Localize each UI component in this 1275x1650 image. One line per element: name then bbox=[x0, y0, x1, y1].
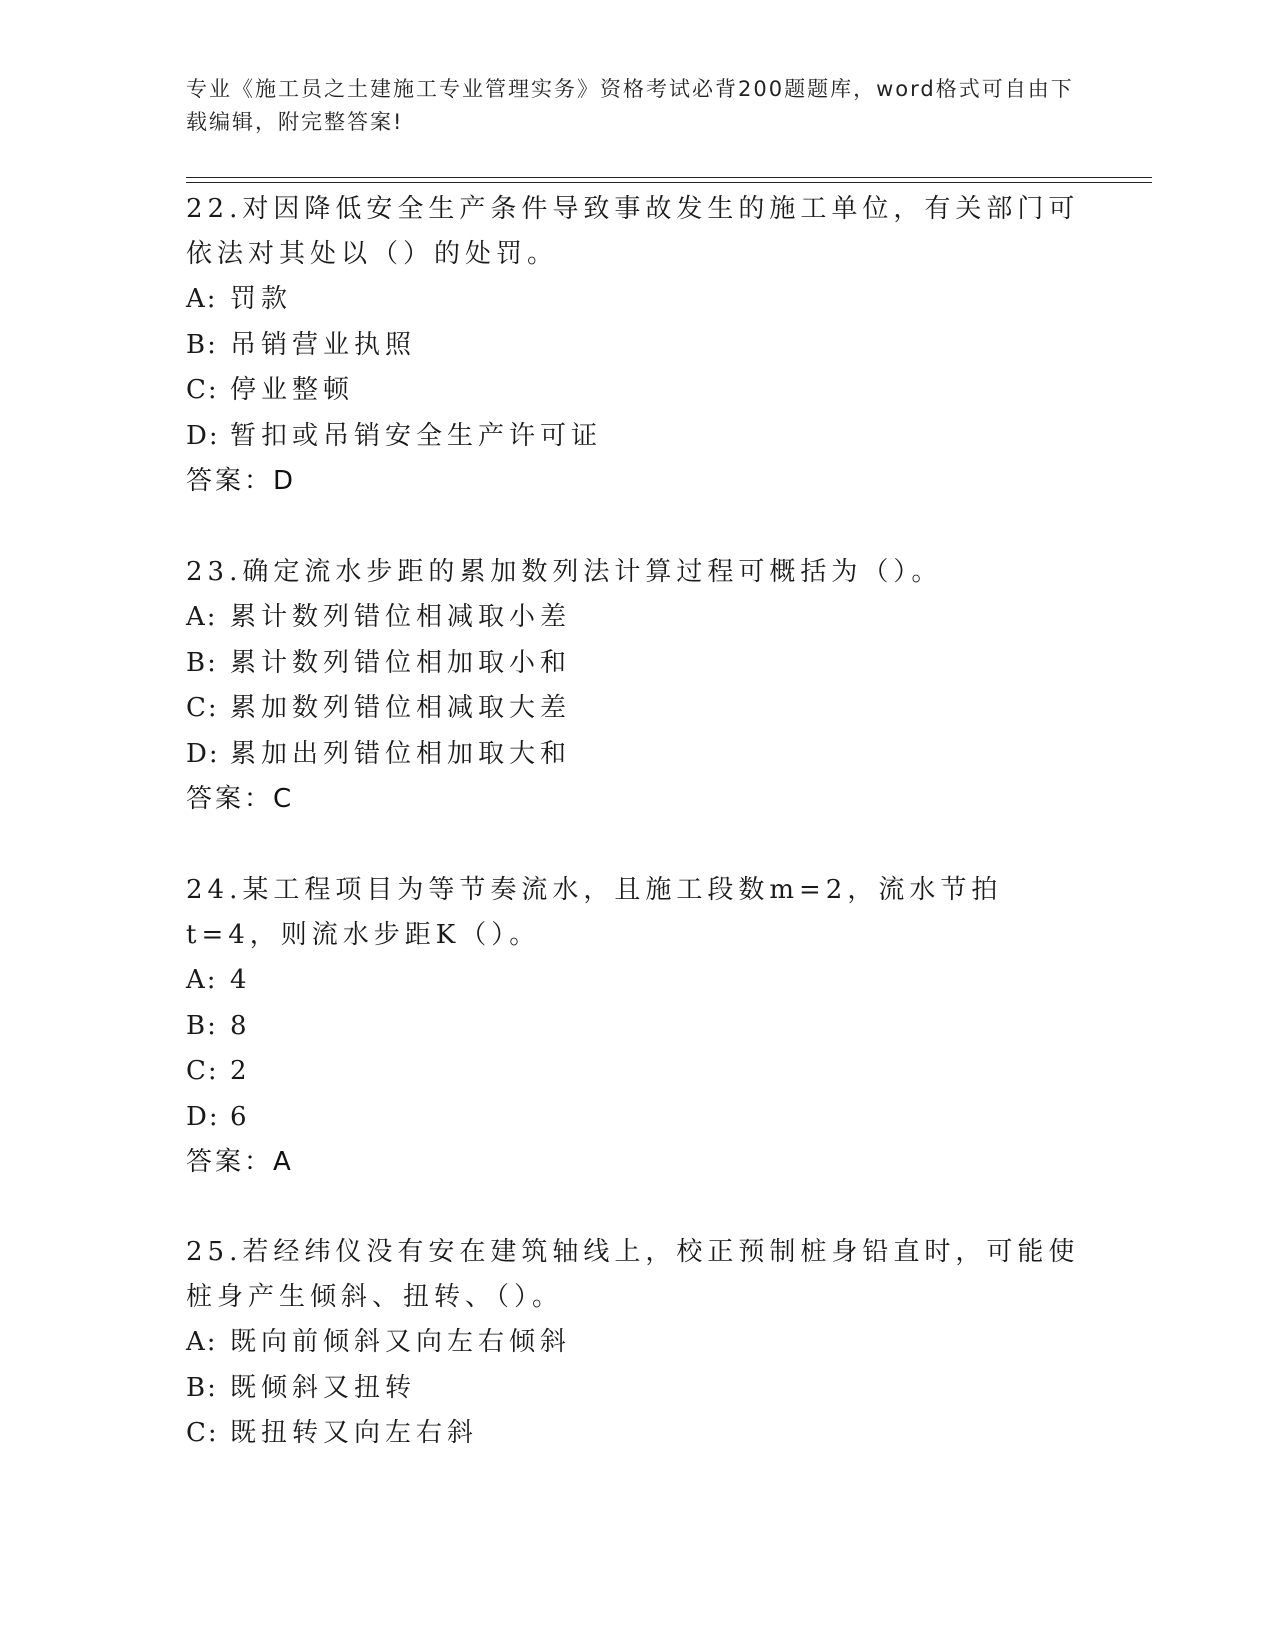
option-c bbox=[186, 1049, 1086, 1095]
option-text: 停业整顿 bbox=[230, 375, 355, 405]
option-text: 累加出列错位相加取大和 bbox=[230, 738, 572, 769]
option-text: 累计数列错位相减取小差 bbox=[230, 602, 572, 632]
option-b bbox=[186, 323, 1086, 369]
question-stem: 25.若经纬仪没有安在建筑轴线上，校正预制桩身铅直时，可能使桩身产生倾斜、扭转、（）。 bbox=[186, 1237, 1080, 1312]
option-a bbox=[186, 277, 1086, 323]
question-stem: 23.确定流水步距的累加数列法计算过程可概括为（）。 bbox=[186, 557, 943, 587]
option-c bbox=[186, 686, 1086, 732]
option-key: C: bbox=[186, 1056, 219, 1086]
option-key: D: bbox=[186, 1101, 220, 1132]
question-24 bbox=[186, 868, 1086, 1185]
question-23 bbox=[186, 550, 1086, 822]
option-c bbox=[186, 1411, 1086, 1457]
option-a bbox=[186, 958, 1086, 1004]
document-header-title: 专业《施工员之土建施工专业管理实务》资格考试必背200题题库，word格式可自由下载编辑，附完整答案! bbox=[186, 77, 1074, 134]
option-b bbox=[186, 1004, 1086, 1050]
option-text: 累计数列错位相加取小和 bbox=[230, 647, 572, 678]
option-text: 暂扣或吊销安全生产许可证 bbox=[230, 420, 603, 451]
option-text: 4 bbox=[230, 965, 252, 995]
option-text: 吊销营业执照 bbox=[230, 329, 417, 360]
option-text: 既倾斜又扭转 bbox=[230, 1372, 417, 1403]
option-text: 既向前倾斜又向左右倾斜 bbox=[230, 1327, 572, 1357]
option-key: B: bbox=[186, 329, 218, 360]
option-key: C: bbox=[186, 693, 219, 723]
option-d bbox=[186, 732, 1086, 778]
option-text: 既扭转又向左右斜 bbox=[230, 1418, 479, 1448]
option-a bbox=[186, 1320, 1086, 1366]
question-25 bbox=[186, 1230, 1086, 1457]
option-key: B: bbox=[186, 1372, 218, 1403]
option-key: B: bbox=[186, 1010, 218, 1041]
option-text: 6 bbox=[230, 1101, 252, 1132]
option-d bbox=[186, 414, 1086, 460]
option-text: 罚款 bbox=[230, 284, 293, 314]
option-d bbox=[186, 1095, 1086, 1141]
option-key: B: bbox=[186, 647, 218, 678]
answer-line: 答案：C bbox=[186, 784, 295, 814]
option-text: 累加数列错位相减取大差 bbox=[230, 693, 572, 723]
option-key: A: bbox=[186, 602, 218, 632]
option-a bbox=[186, 595, 1086, 641]
question-22 bbox=[186, 187, 1086, 504]
option-key: C: bbox=[186, 375, 219, 405]
answer-line: 答案：D bbox=[186, 466, 297, 496]
option-key: D: bbox=[186, 420, 220, 451]
option-b bbox=[186, 641, 1086, 687]
option-key: A: bbox=[186, 965, 218, 995]
option-text: 8 bbox=[230, 1010, 252, 1041]
option-b bbox=[186, 1366, 1086, 1412]
option-key: A: bbox=[186, 1327, 218, 1357]
answer-line: 答案：A bbox=[186, 1147, 294, 1177]
option-key: D: bbox=[186, 738, 220, 769]
option-c bbox=[186, 368, 1086, 414]
option-key: A: bbox=[186, 284, 218, 314]
option-key: C: bbox=[186, 1418, 219, 1448]
option-text: 2 bbox=[230, 1056, 252, 1086]
question-stem: 24.某工程项目为等节奏流水，且施工段数m=2，流水节拍t=4，则流水步距K（）。 bbox=[186, 875, 1003, 950]
header-divider-bottom bbox=[186, 182, 1152, 183]
header-divider-top bbox=[186, 177, 1152, 178]
question-stem: 22.对因降低安全生产条件导致事故发生的施工单位，有关部门可依法对其处以（）的处罚。 bbox=[186, 194, 1080, 269]
